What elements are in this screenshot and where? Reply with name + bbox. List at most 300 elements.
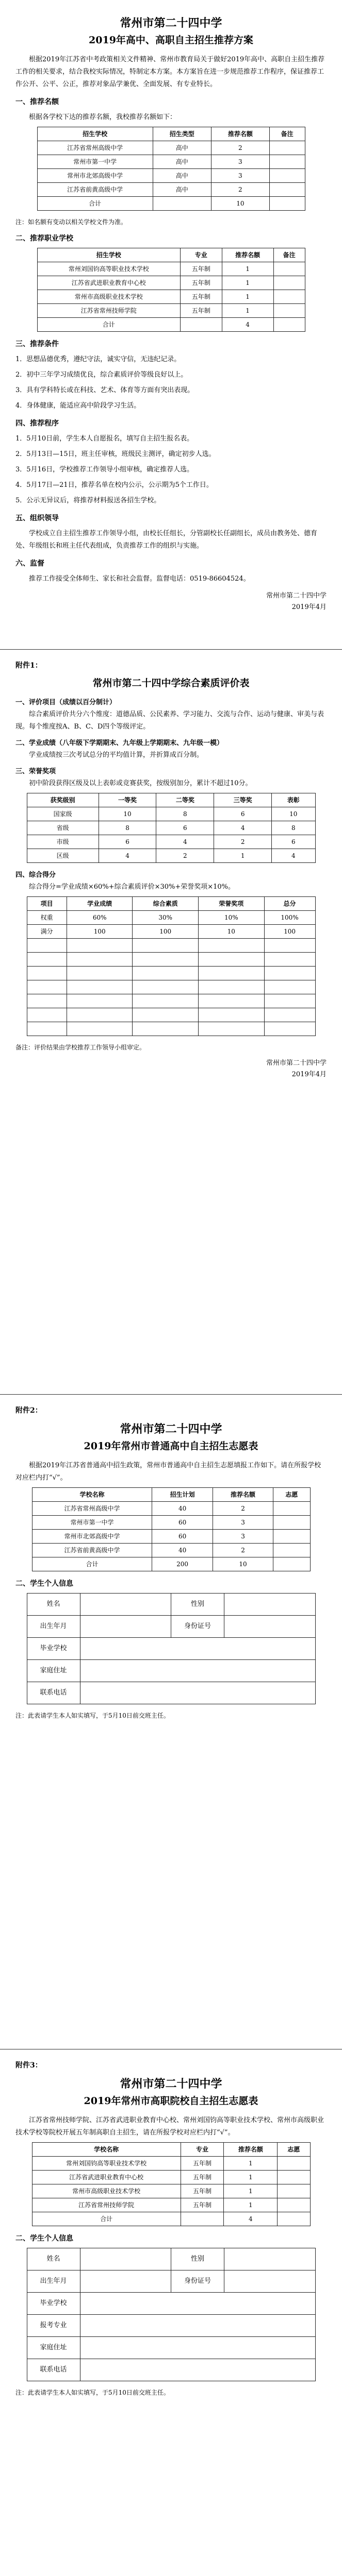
form-note: 注：此表请学生本人如实填写，于5月10日前交班主任。 bbox=[15, 1712, 170, 1719]
choice-cell[interactable] bbox=[278, 2157, 310, 2171]
table-cell bbox=[273, 276, 305, 290]
table-cell[interactable] bbox=[264, 939, 315, 953]
table-row bbox=[27, 967, 315, 980]
choice-cell[interactable] bbox=[278, 2184, 310, 2198]
attachment-label: 附件1： bbox=[15, 662, 42, 670]
table-cell: 2 bbox=[156, 849, 214, 863]
table-cell: 常州刘国钧高等职业技术学校 bbox=[32, 2157, 181, 2171]
awards-table bbox=[27, 793, 316, 863]
field-value[interactable] bbox=[224, 2248, 316, 2270]
table-cell bbox=[269, 197, 305, 211]
table-cell bbox=[153, 197, 211, 211]
table-cell: 五年制 bbox=[181, 2198, 224, 2212]
choice-cell[interactable] bbox=[273, 1530, 310, 1544]
table-cell: 高中 bbox=[153, 155, 211, 169]
table-header: 二等奖 bbox=[156, 793, 214, 807]
section-heading: 六、监督 bbox=[15, 560, 44, 568]
field-label: 毕业学校 bbox=[27, 2293, 80, 2315]
doc-title: 常州市第二十四中学 bbox=[120, 16, 222, 30]
table-cell: 1 bbox=[214, 849, 272, 863]
doc-title: 常州市第二十四中学 bbox=[120, 2077, 222, 2091]
table-cell[interactable] bbox=[67, 967, 133, 980]
table-cell: 6 bbox=[99, 835, 156, 849]
field-label: 出生年月 bbox=[27, 1616, 80, 1638]
field-value[interactable] bbox=[80, 2337, 315, 2359]
table-row bbox=[27, 835, 315, 849]
table-row bbox=[27, 1682, 315, 1704]
table-cell: 2 bbox=[213, 1502, 273, 1516]
table-cell: 4 bbox=[272, 849, 315, 863]
section-heading: 四、推荐程序 bbox=[15, 419, 59, 428]
table-header: 推荐名额 bbox=[211, 127, 269, 141]
paragraph: 综合得分=学业成绩×60%+综合素质评价×30%+荣誉奖项×10%。 bbox=[29, 883, 235, 891]
table-header: 一等奖 bbox=[99, 793, 156, 807]
table-cell: 江苏省前黄高级中学 bbox=[32, 1544, 152, 1557]
field-value[interactable] bbox=[224, 2270, 316, 2293]
table-cell: 合计 bbox=[32, 1557, 152, 1571]
table-cell bbox=[269, 155, 305, 169]
doc-title: 常州市第二十四中学综合素质评价表 bbox=[92, 677, 250, 689]
section-heading: 三、荣誉奖项 bbox=[15, 768, 56, 775]
field-label: 毕业学校 bbox=[27, 1638, 80, 1660]
table-row bbox=[32, 1530, 310, 1544]
table-cell[interactable] bbox=[199, 1022, 265, 1036]
table-header: 三等奖 bbox=[214, 793, 272, 807]
field-value[interactable] bbox=[80, 2248, 171, 2270]
table-cell: 1 bbox=[224, 2198, 278, 2212]
table-cell[interactable] bbox=[27, 980, 67, 994]
table-header: 招生类型 bbox=[153, 127, 211, 141]
table-cell: 五年制 bbox=[181, 304, 222, 318]
table-header: 学校名称 bbox=[32, 2143, 181, 2157]
table-cell[interactable] bbox=[67, 939, 133, 953]
list-item: 2．初中三年学习成绩优良，综合素质评价等级良好以上。 bbox=[15, 371, 188, 379]
table-cell: 满分 bbox=[27, 925, 67, 939]
table-cell: 权重 bbox=[27, 911, 67, 925]
section-heading: 二、学业成绩（八年级下学期期末、九年级上学期期末、九年级一模） bbox=[15, 739, 224, 747]
table-cell: 江苏省常州技师学院 bbox=[32, 2198, 181, 2212]
highschool-form bbox=[0, 1395, 342, 2049]
table-cell: 市级 bbox=[27, 835, 99, 849]
table-cell: 高中 bbox=[153, 183, 211, 197]
table-row bbox=[37, 169, 305, 183]
field-value[interactable] bbox=[80, 2359, 315, 2381]
table-cell: 五年制 bbox=[181, 276, 222, 290]
table-cell: 五年制 bbox=[181, 2171, 224, 2184]
doc-title: 常州市第二十四中学 bbox=[120, 1422, 222, 1436]
field-label: 家庭住址 bbox=[27, 2337, 80, 2359]
table-cell: 8 bbox=[156, 807, 214, 821]
signature-date: 2019年4月 bbox=[291, 1071, 327, 1078]
table-cell: 3 bbox=[213, 1530, 273, 1544]
evaluation-sheet bbox=[0, 650, 342, 1395]
field-label: 联系电话 bbox=[27, 1682, 80, 1704]
table-cell[interactable] bbox=[264, 967, 315, 980]
paragraph: 根据各学校下达的推荐名额，我校推荐名额如下： bbox=[29, 113, 177, 121]
list-item: 3．具有学科特长或在科技、艺术、体育等方面有突出表现。 bbox=[15, 386, 194, 394]
table-row bbox=[27, 1616, 315, 1638]
doc-subtitle: 2019年高中、高职自主招生推荐方案 bbox=[89, 35, 253, 46]
list-item: 4．身体健康，能适应高中阶段学习生活。 bbox=[15, 402, 141, 410]
table-cell: 合计 bbox=[37, 197, 153, 211]
field-value[interactable] bbox=[80, 2315, 315, 2337]
intro-paragraph: 根据2019年江苏省普通高中招生政策，常州市普通高中自主招生志愿填报工作如下。请在所报学校对应栏内打“√”。 bbox=[15, 1462, 321, 1482]
choice-cell bbox=[273, 1557, 310, 1571]
table-cell[interactable] bbox=[264, 980, 315, 994]
doc-subtitle: 2019年常州市高职院校自主招生志愿表 bbox=[84, 2095, 258, 2107]
table-row bbox=[27, 1022, 315, 1036]
table-cell: 1 bbox=[222, 290, 273, 304]
table-row bbox=[32, 2157, 310, 2171]
table-row bbox=[37, 155, 305, 169]
table-header: 备注 bbox=[273, 248, 305, 262]
table-header: 获奖级别 bbox=[27, 793, 99, 807]
table-header: 总分 bbox=[264, 897, 315, 911]
table-cell[interactable] bbox=[27, 967, 67, 980]
table-header: 项目 bbox=[27, 897, 67, 911]
table-cell: 1 bbox=[224, 2171, 278, 2184]
table-cell: 2 bbox=[211, 141, 269, 155]
section-heading: 四、综合得分 bbox=[15, 871, 56, 879]
table-cell: 江苏省武进职业教育中心校 bbox=[32, 2171, 181, 2184]
section-heading: 一、推荐名额 bbox=[15, 98, 59, 106]
table-cell[interactable] bbox=[67, 994, 133, 1008]
table-row bbox=[37, 318, 305, 332]
table-row bbox=[27, 1594, 315, 1616]
table-cell: 1 bbox=[222, 304, 273, 318]
field-label: 家庭住址 bbox=[27, 1660, 80, 1682]
table-cell: 1 bbox=[222, 262, 273, 276]
table-header: 荣誉奖项 bbox=[199, 897, 265, 911]
table-cell: 10 bbox=[199, 925, 265, 939]
table-cell: 江苏省常州高级中学 bbox=[32, 1502, 152, 1516]
table-header: 专业 bbox=[181, 2143, 224, 2157]
table-cell[interactable] bbox=[264, 1008, 315, 1022]
table-row bbox=[27, 980, 315, 994]
table-cell[interactable] bbox=[199, 939, 265, 953]
table-cell[interactable] bbox=[67, 980, 133, 994]
table-cell: 3 bbox=[211, 169, 269, 183]
table-cell: 五年制 bbox=[181, 2184, 224, 2198]
table-cell[interactable] bbox=[27, 994, 67, 1008]
table-cell[interactable] bbox=[264, 953, 315, 967]
table-row bbox=[37, 276, 305, 290]
list-item: 3．5月16日，学校推荐工作领导小组审核，确定推荐人选。 bbox=[15, 466, 194, 473]
table-cell[interactable] bbox=[199, 994, 265, 1008]
table-cell bbox=[269, 141, 305, 155]
table-header: 志愿 bbox=[278, 2143, 310, 2157]
table-cell: 8 bbox=[99, 821, 156, 835]
quota-table bbox=[37, 127, 305, 211]
school-choice-table bbox=[32, 2142, 311, 2226]
table-cell: 40 bbox=[152, 1502, 213, 1516]
table-cell[interactable] bbox=[199, 980, 265, 994]
section-heading: 一、评价项目（成绩以百分制计） bbox=[15, 699, 117, 706]
table-row bbox=[32, 1502, 310, 1516]
attachment-label: 附件3： bbox=[15, 2061, 42, 2070]
signature-block bbox=[15, 590, 327, 613]
choice-cell[interactable] bbox=[273, 1516, 310, 1530]
paragraph: 学校成立自主招生推荐工作领导小组，由校长任组长，分管副校长任副组长，成员由教务处、德育处、年级组长和班主任代表组成，负责推荐工作的组织与实施。 bbox=[15, 530, 318, 550]
table-cell: 常州市北郊高级中学 bbox=[32, 1530, 152, 1544]
table-row bbox=[37, 183, 305, 197]
table-header: 备注 bbox=[269, 127, 305, 141]
table-row bbox=[27, 2248, 315, 2270]
table-row bbox=[27, 953, 315, 967]
table-cell bbox=[273, 290, 305, 304]
field-value[interactable] bbox=[224, 1616, 316, 1638]
table-cell[interactable] bbox=[133, 953, 199, 967]
list-item: 2．5月13日—15日，班主任审核，班级民主测评，确定初步人选。 bbox=[15, 450, 216, 458]
table-row bbox=[27, 821, 315, 835]
table-cell[interactable] bbox=[67, 1022, 133, 1036]
table-cell: 常州刘国钧高等职业技术学校 bbox=[37, 262, 181, 276]
table-cell bbox=[273, 262, 305, 276]
table-cell[interactable] bbox=[67, 1008, 133, 1022]
field-label: 姓名 bbox=[27, 2248, 80, 2270]
table-cell: 100% bbox=[264, 911, 315, 925]
field-value[interactable] bbox=[80, 1594, 171, 1616]
paragraph: 推荐工作接受全体师生、家长和社会监督。监督电话：0519-86604524。 bbox=[29, 575, 250, 583]
table-row bbox=[32, 1516, 310, 1530]
table-header: 招生学校 bbox=[37, 248, 181, 262]
table-header: 综合素质 bbox=[133, 897, 199, 911]
table-cell: 常州市高级职业技术学校 bbox=[32, 2184, 181, 2198]
table-row bbox=[27, 1008, 315, 1022]
table-cell: 30% bbox=[133, 911, 199, 925]
table-header: 学校名称 bbox=[32, 1488, 152, 1502]
table-cell: 高中 bbox=[153, 169, 211, 183]
field-label: 报考专业 bbox=[27, 2315, 80, 2337]
table-row bbox=[32, 2171, 310, 2184]
table-row bbox=[27, 2337, 315, 2359]
table-note: 注：如名额有变动以相关学校文件为准。 bbox=[15, 218, 127, 226]
table-cell[interactable] bbox=[199, 967, 265, 980]
table-cell: 江苏省武进职业教育中心校 bbox=[37, 276, 181, 290]
table-row bbox=[37, 304, 305, 318]
list-item: 5．公示无异议后，将推荐材料报送各招生学校。 bbox=[15, 497, 161, 504]
list-item: 1．5月10日前，学生本人自愿报名，填写自主招生报名表。 bbox=[15, 435, 194, 443]
table-cell: 常州市北郊高级中学 bbox=[37, 169, 153, 183]
table-row bbox=[27, 2315, 315, 2337]
table-cell: 五年制 bbox=[181, 2157, 224, 2171]
table-cell[interactable] bbox=[199, 953, 265, 967]
table-cell[interactable] bbox=[27, 1022, 67, 1036]
table-cell: 高中 bbox=[153, 141, 211, 155]
table-cell[interactable] bbox=[27, 953, 67, 967]
table-row bbox=[27, 925, 315, 939]
choice-cell[interactable] bbox=[273, 1544, 310, 1557]
table-cell: 4 bbox=[222, 318, 273, 332]
table-row bbox=[27, 939, 315, 953]
table-cell bbox=[273, 318, 305, 332]
table-cell: 1 bbox=[224, 2184, 278, 2198]
table-row bbox=[37, 290, 305, 304]
table-cell: 40 bbox=[152, 1544, 213, 1557]
school-choice-table bbox=[32, 1487, 311, 1571]
field-label: 性别 bbox=[171, 1594, 224, 1616]
table-row bbox=[37, 197, 305, 211]
table-cell: 100 bbox=[67, 925, 133, 939]
field-value[interactable] bbox=[224, 1594, 316, 1616]
choice-cell[interactable] bbox=[278, 2198, 310, 2212]
table-cell bbox=[181, 2212, 224, 2226]
recommendation-plan bbox=[0, 0, 342, 650]
table-cell: 常州市高级职业技术学校 bbox=[37, 290, 181, 304]
table-header: 推荐名额 bbox=[222, 248, 273, 262]
section-heading: 三、推荐条件 bbox=[15, 340, 59, 348]
table-cell: 8 bbox=[272, 821, 315, 835]
table-cell: 4 bbox=[224, 2212, 278, 2226]
table-cell bbox=[273, 304, 305, 318]
vocational-form bbox=[0, 2049, 342, 2576]
list-item: 4．5月17日—21日，推荐名单在校内公示，公示期为5个工作日。 bbox=[15, 481, 213, 489]
table-cell: 区级 bbox=[27, 849, 99, 863]
choice-cell bbox=[278, 2212, 310, 2226]
table-cell[interactable] bbox=[264, 994, 315, 1008]
signature-org: 常州市第二十四中学 bbox=[266, 1059, 327, 1067]
paragraph: 综合素质评价共分六个维度：道德品质、公民素养、学习能力、交流与合作、运动与健康、审美与表现。每个维度按A、B、C、D四个等级评定。 bbox=[15, 710, 324, 731]
table-row bbox=[37, 141, 305, 155]
table-cell: 常州市第一中学 bbox=[37, 155, 153, 169]
table-header: 志愿 bbox=[273, 1488, 310, 1502]
table-cell: 3 bbox=[213, 1516, 273, 1530]
table-note: 备注：评价结果由学校推荐工作领导小组审定。 bbox=[15, 1044, 146, 1051]
table-cell: 国家级 bbox=[27, 807, 99, 821]
table-cell: 200 bbox=[152, 1557, 213, 1571]
table-cell: 60% bbox=[67, 911, 133, 925]
field-label: 身份证号 bbox=[171, 2270, 224, 2293]
table-row bbox=[32, 1557, 310, 1571]
table-cell[interactable] bbox=[133, 1022, 199, 1036]
table-cell: 4 bbox=[99, 849, 156, 863]
signature-date: 2019年4月 bbox=[291, 603, 327, 611]
table-row bbox=[32, 2198, 310, 2212]
table-row bbox=[27, 994, 315, 1008]
table-row bbox=[27, 2270, 315, 2293]
table-cell: 3 bbox=[211, 155, 269, 169]
table-cell[interactable] bbox=[27, 939, 67, 953]
table-cell bbox=[269, 169, 305, 183]
table-cell[interactable] bbox=[199, 1008, 265, 1022]
field-value[interactable] bbox=[80, 2270, 171, 2293]
table-row bbox=[27, 1660, 315, 1682]
table-row bbox=[27, 849, 315, 863]
section-heading: 二、推荐职业学校 bbox=[15, 234, 73, 243]
signature-org: 常州市第二十四中学 bbox=[266, 592, 327, 600]
paragraph: 学业成绩按三次考试总分的平均值计算，并折算成百分制。 bbox=[29, 751, 204, 759]
table-cell[interactable] bbox=[133, 1008, 199, 1022]
table-cell: 10 bbox=[272, 807, 315, 821]
form-note: 注：此表请学生本人如实填写，于5月10日前交班主任。 bbox=[15, 2389, 170, 2396]
table-row bbox=[27, 2359, 315, 2381]
table-cell: 10 bbox=[99, 807, 156, 821]
choice-cell[interactable] bbox=[278, 2171, 310, 2184]
table-header: 招生计划 bbox=[152, 1488, 213, 1502]
table-cell bbox=[269, 183, 305, 197]
table-row bbox=[32, 2184, 310, 2198]
table-row bbox=[27, 1638, 315, 1660]
student-info-table bbox=[27, 1593, 316, 1704]
table-cell: 4 bbox=[156, 835, 214, 849]
table-cell: 常州市第一中学 bbox=[32, 1516, 152, 1530]
field-value[interactable] bbox=[80, 1660, 315, 1682]
table-cell[interactable] bbox=[133, 939, 199, 953]
table-cell: 江苏省常州技师学院 bbox=[37, 304, 181, 318]
section-heading: 二、学生个人信息 bbox=[15, 2234, 73, 2243]
table-row bbox=[27, 911, 315, 925]
table-cell: 100 bbox=[133, 925, 199, 939]
table-header: 表彰 bbox=[272, 793, 315, 807]
student-info-table bbox=[27, 2248, 316, 2381]
doc-subtitle: 2019年常州市普通高中自主招生志愿表 bbox=[84, 1440, 258, 1452]
field-value[interactable] bbox=[80, 1616, 171, 1638]
table-cell: 五年制 bbox=[181, 290, 222, 304]
table-row bbox=[32, 2212, 310, 2226]
intro-paragraph: 根据2019年江苏省中考政策相关文件精神、常州市教育局关于做好2019年高中、高职自主招生推荐工作的相关要求，结合我校实际情况，特制定本方案。本方案旨在进一步规范推荐工作程序，保证推荐工作公开、公平、公正，推荐对象品学兼优、全面发展、有专业特长。 bbox=[15, 56, 325, 88]
table-row bbox=[37, 262, 305, 276]
table-cell[interactable] bbox=[27, 1008, 67, 1022]
table-cell: 2 bbox=[214, 835, 272, 849]
field-label: 联系电话 bbox=[27, 2359, 80, 2381]
field-value[interactable] bbox=[80, 1682, 315, 1704]
field-value[interactable] bbox=[80, 1638, 315, 1660]
table-cell bbox=[181, 318, 222, 332]
table-cell: 合计 bbox=[32, 2212, 181, 2226]
table-cell: 1 bbox=[224, 2157, 278, 2171]
table-cell: 6 bbox=[214, 807, 272, 821]
table-cell: 合计 bbox=[37, 318, 181, 332]
table-cell: 10% bbox=[199, 911, 265, 925]
table-header: 学业成绩 bbox=[67, 897, 133, 911]
table-cell[interactable] bbox=[67, 953, 133, 967]
signature-block bbox=[15, 1058, 327, 1080]
table-cell: 60 bbox=[152, 1516, 213, 1530]
vocational-table bbox=[37, 248, 305, 332]
list-item: 1．思想品德优秀，遵纪守法，诚实守信，无违纪记录。 bbox=[15, 355, 181, 363]
score-table bbox=[27, 896, 316, 1036]
field-label: 出生年月 bbox=[27, 2270, 80, 2293]
section-heading: 二、学生个人信息 bbox=[15, 1580, 73, 1588]
table-cell: 五年制 bbox=[181, 262, 222, 276]
intro-paragraph: 江苏省常州技师学院、江苏省武进职业教育中心校、常州刘国钧高等职业技术学校、常州市高级职业技术学校等院校开展五年制高职自主招生，请在所报学校对应栏内打“√”。 bbox=[15, 2116, 324, 2137]
table-cell[interactable] bbox=[133, 967, 199, 980]
table-header: 推荐名额 bbox=[213, 1488, 273, 1502]
table-row bbox=[27, 807, 315, 821]
table-cell: 2 bbox=[213, 1544, 273, 1557]
field-label: 身份证号 bbox=[171, 1616, 224, 1638]
choice-cell[interactable] bbox=[273, 1502, 310, 1516]
table-cell: 6 bbox=[156, 821, 214, 835]
table-cell: 60 bbox=[152, 1530, 213, 1544]
attachment-label: 附件2： bbox=[15, 1406, 42, 1415]
section-heading: 五、组织领导 bbox=[15, 514, 59, 522]
table-cell: 100 bbox=[264, 925, 315, 939]
table-cell[interactable] bbox=[133, 994, 199, 1008]
table-cell: 6 bbox=[272, 835, 315, 849]
table-cell: 4 bbox=[214, 821, 272, 835]
table-header: 推荐名额 bbox=[224, 2143, 278, 2157]
table-cell: 江苏省前黄高级中学 bbox=[37, 183, 153, 197]
table-cell: 2 bbox=[211, 183, 269, 197]
table-cell: 江苏省常州高级中学 bbox=[37, 141, 153, 155]
field-value[interactable] bbox=[80, 2293, 315, 2315]
field-label: 性别 bbox=[171, 2248, 224, 2270]
table-row bbox=[27, 2293, 315, 2315]
table-cell[interactable] bbox=[264, 1022, 315, 1036]
table-cell[interactable] bbox=[133, 980, 199, 994]
table-cell: 10 bbox=[213, 1557, 273, 1571]
